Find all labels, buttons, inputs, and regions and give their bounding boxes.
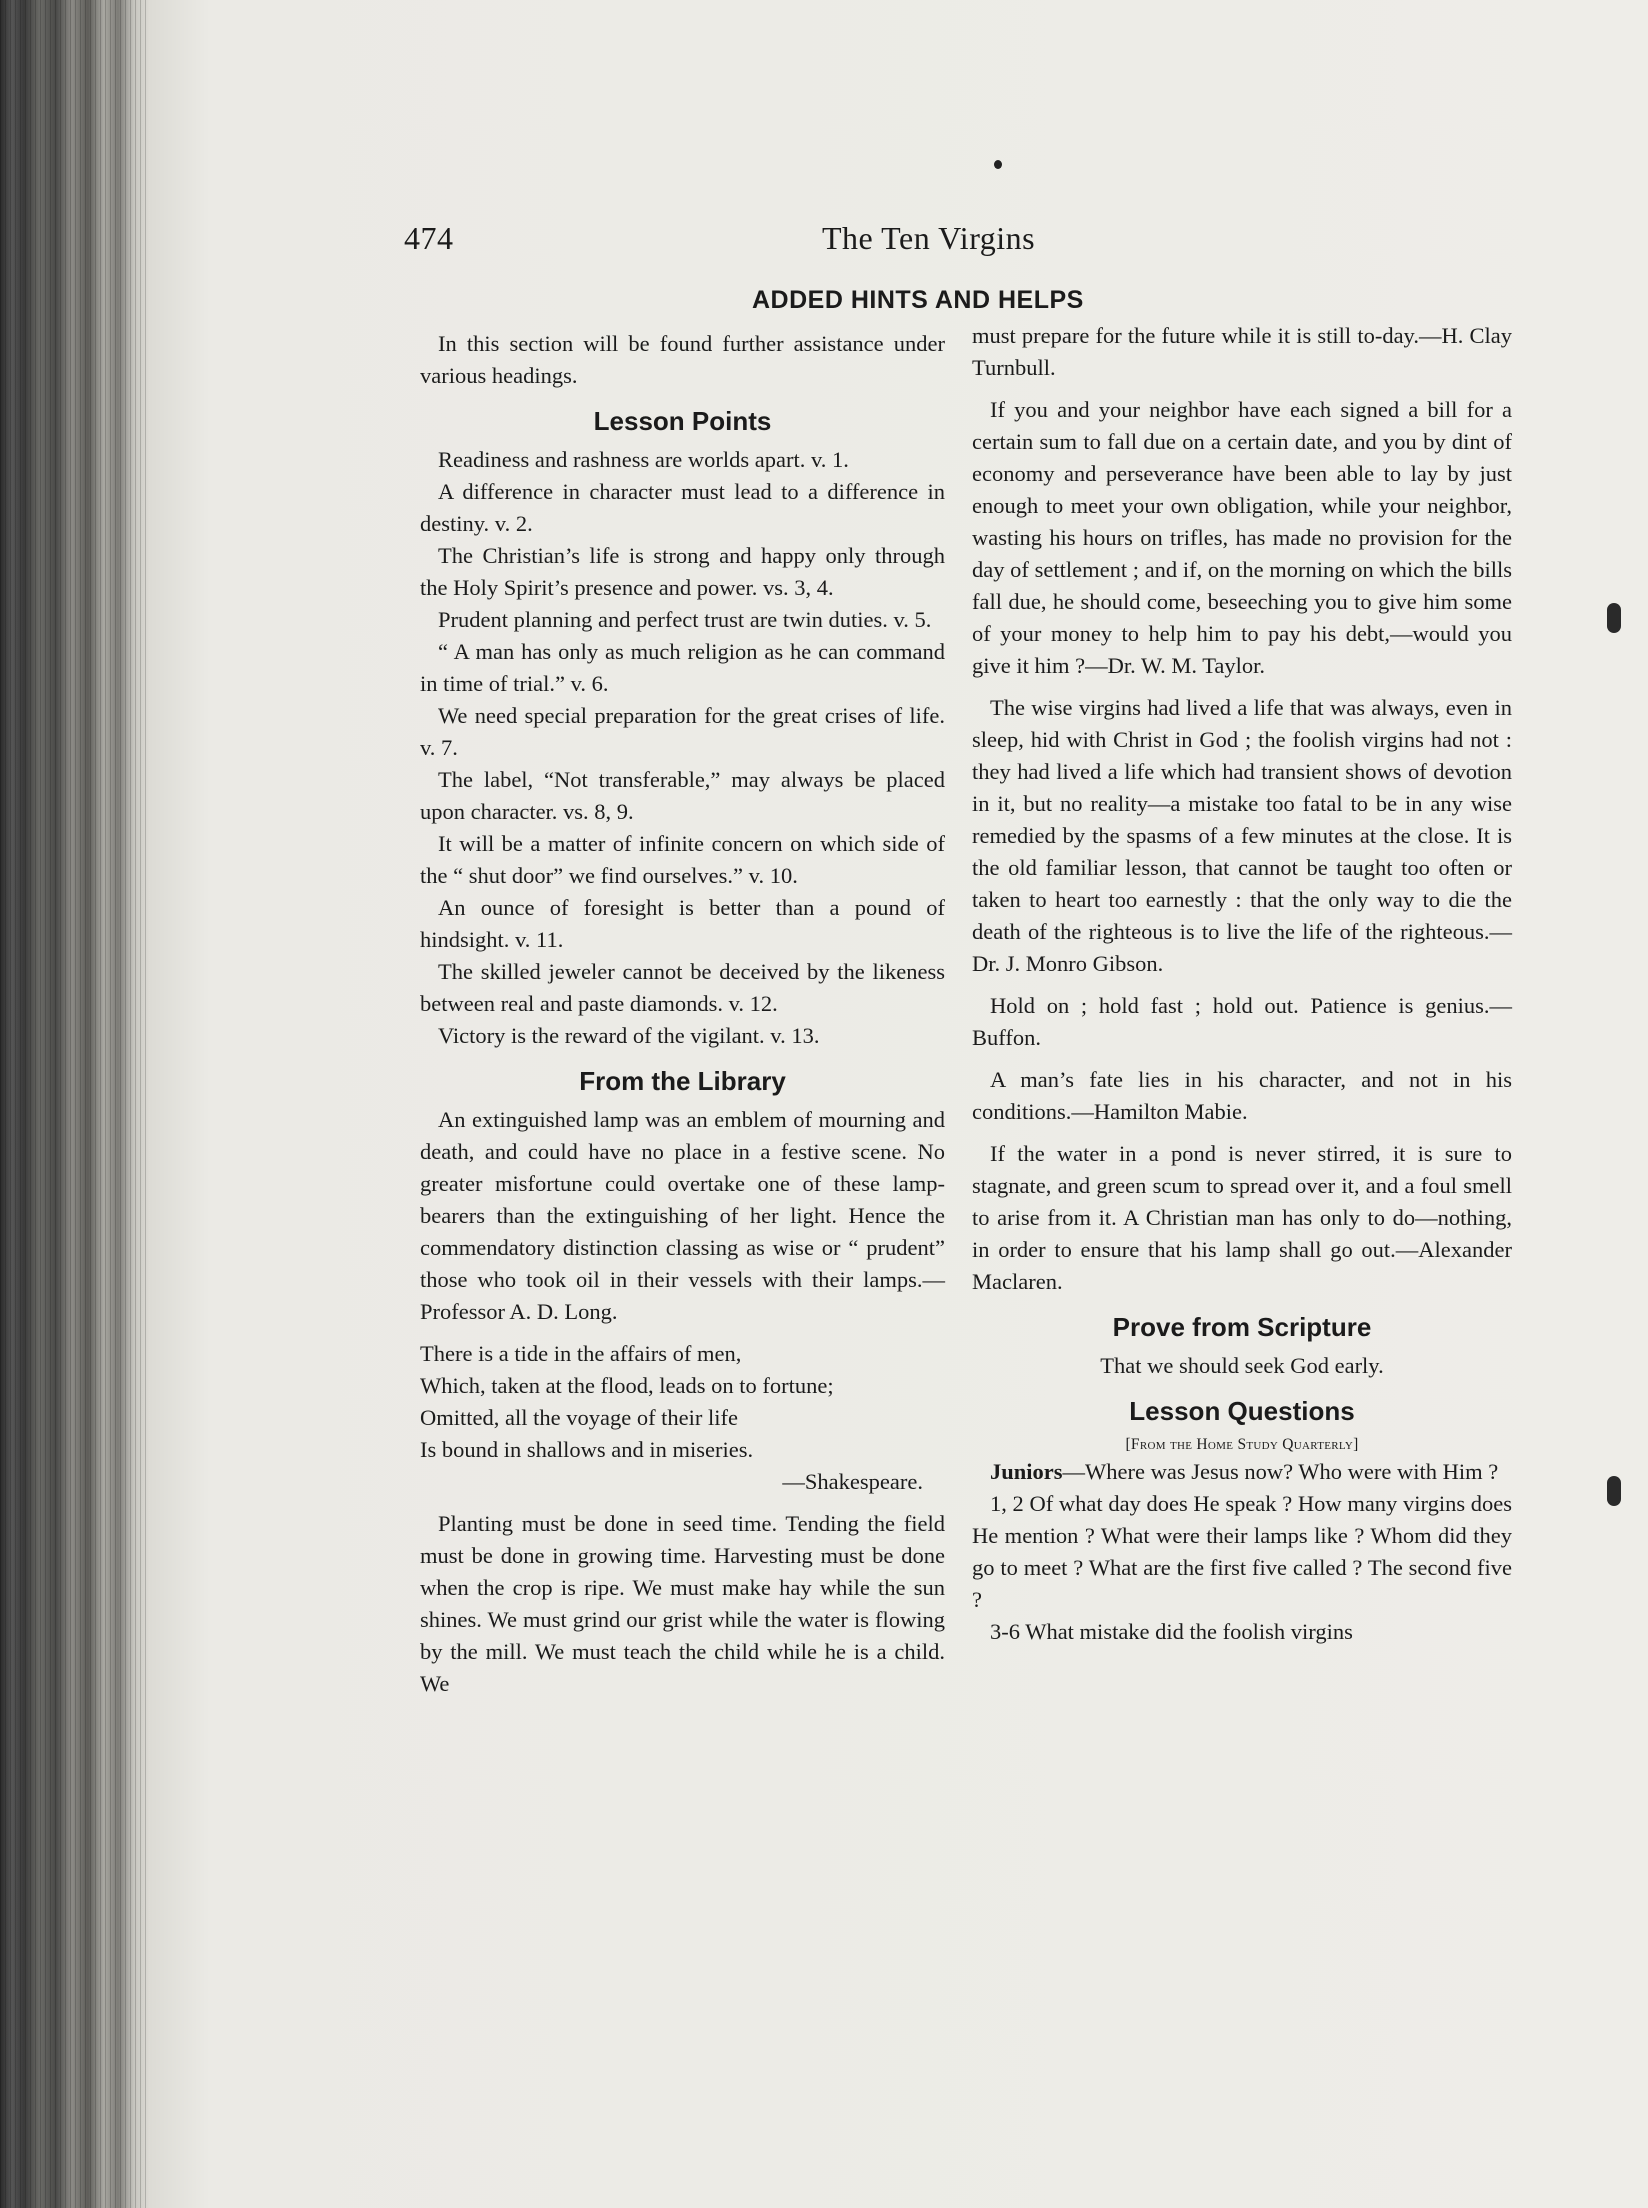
lesson-point: The Christian’s life is strong and happy only through the Holy Spirit’s presence and power. vs. 3, 4.: [420, 543, 945, 600]
question-3-6: 3-6 What mistake did the foolish virgins: [990, 1619, 1353, 1644]
question-1-2: 1, 2 Of what day does He speak ? How many virgins does He mention ? What were their lamps like ? Whom did they go to meet ? What are the first five called ? The second five ?: [972, 1491, 1512, 1612]
prove-text: That we should seek God early.: [1100, 1353, 1384, 1378]
right-column: [972, 320, 1512, 1648]
poem-line: Is bound in shallows and in miseries.: [420, 1437, 754, 1462]
hold-on-paragraph: Hold on ; hold fast ; hold out. Patience is genius.—Buffon.: [972, 993, 1512, 1050]
wise-virgins-paragraph: The wise virgins had lived a life that was always, even in sleep, hid with Christ in God ; the foolish virgins had not : they had lived a life which had transient shows of devotion in it, but no reality—a mistake too fatal to be in any wise remedied by the spasms of a few minutes at the close. It is the old familiar lesson, that cannot be taught too often or taken to heart too earnestly : that the only way to die the death of the righteous is to live the life of the righteous.—Dr. J. Monro Gibson.: [972, 695, 1512, 976]
lesson-point: “ A man has only as much religion as he can command in time of trial.” v. 6.: [420, 639, 945, 696]
lesson-points-list: [420, 444, 945, 1052]
library-paragraph: An extinguished lamp was an emblem of mourning and death, and could have no place in a festive scene. No greater misfortune could overtake one of these lamp-bearers than the extinguishing of her light. Hence the commendatory distinction classing as wise or “ prudent” those who took oil in their vessels with their lamps.—Professor A. D. Long.: [420, 1107, 945, 1324]
juniors-question: [972, 1456, 1512, 1488]
poem-attribution: —Shakespeare.: [782, 1469, 923, 1494]
lesson-point: Victory is the reward of the vigilant. v. 13.: [438, 1023, 820, 1048]
prove-from-scripture-heading: Prove from Scripture: [1112, 1312, 1372, 1342]
running-title: The Ten Virgins: [822, 220, 1036, 256]
poem-line: There is a tide in the affairs of men,: [420, 1341, 742, 1366]
juniors-label: Juniors: [990, 1459, 1063, 1484]
lesson-point: An ounce of foresight is better than a pound of hindsight. v. 11.: [420, 895, 945, 952]
page-number: 474: [404, 220, 454, 256]
binding-hole-mark: [1607, 603, 1621, 633]
from-the-library-heading: From the Library: [579, 1066, 786, 1096]
lesson-point: It will be a matter of infinite concern on which side of the “ shut door” we find ourselves.” v. 10.: [420, 831, 945, 888]
neighbor-paragraph: If you and your neighbor have each signed a bill for a certain sum to fall due on a certain date, and you by dint of economy and perseverance have been able to lay by just enough to meet your own obligation, while your neighbor, wasting his hours on trifles, has made no provision for the day of settlement ; and if, on the morning on which the bills fall due, he should come, beseeching you to give him some of your money to help him to pay his debt,—would you give it him ?—Dr. W. M. Taylor.: [972, 397, 1512, 678]
lesson-point: The skilled jeweler cannot be deceived by the likeness between real and paste diamonds. v. 12.: [420, 959, 945, 1016]
lesson-point: A difference in character must lead to a difference in destiny. v. 2.: [420, 479, 945, 536]
water-paragraph: If the water in a pond is never stirred, it is sure to stagnate, and green scum to spread over it, and a foul smell to arise from it. A Christian man has only to do—nothing, in order to ensure that his lamp shall go out.—Alexander Maclaren.: [972, 1141, 1512, 1294]
lesson-points-heading: Lesson Points: [593, 406, 772, 436]
print-speck: [994, 160, 1002, 169]
binding-hole-mark: [1607, 1476, 1621, 1506]
lesson-point: We need special preparation for the great crises of life. v. 7.: [420, 703, 945, 760]
lesson-point: The label, “Not transferable,” may always be placed upon character. vs. 8, 9.: [420, 767, 945, 824]
poem-line: Which, taken at the flood, leads on to fortune;: [420, 1373, 834, 1398]
lesson-questions-heading: Lesson Questions: [1129, 1396, 1355, 1426]
questions-source: [From the Home Study Quarterly]: [1125, 1436, 1359, 1453]
lesson-point: Prudent planning and perfect trust are twin duties. v. 5.: [438, 607, 932, 632]
poem-line: Omitted, all the voyage of their life: [420, 1405, 739, 1430]
section-title: ADDED HINTS AND HELPS: [752, 286, 1084, 314]
fate-paragraph: A man’s fate lies in his character, and not in his conditions.—Hamilton Mabie.: [972, 1067, 1512, 1124]
page-edges: [0, 0, 150, 2208]
juniors-text: —Where was Jesus now? Who were with Him ?: [1062, 1459, 1499, 1484]
intro-paragraph: In this section will be found further assistance under various headings.: [420, 331, 945, 388]
left-column: [420, 328, 945, 1700]
planting-paragraph: Planting must be done in seed time. Tending the field must be done in growing time. Harvesting must be done when the crop is ripe. We must make hay while the sun shines. We must grind our grist while the water is flowing by the mill. We must teach the child while he is a child. We: [420, 1511, 945, 1696]
shakespeare-poem: [420, 1338, 945, 1498]
continued-paragraph: must prepare for the future while it is still to-day.—H. Clay Turnbull.: [972, 323, 1512, 380]
lesson-point: Readiness and rashness are worlds apart. v. 1.: [438, 447, 849, 472]
